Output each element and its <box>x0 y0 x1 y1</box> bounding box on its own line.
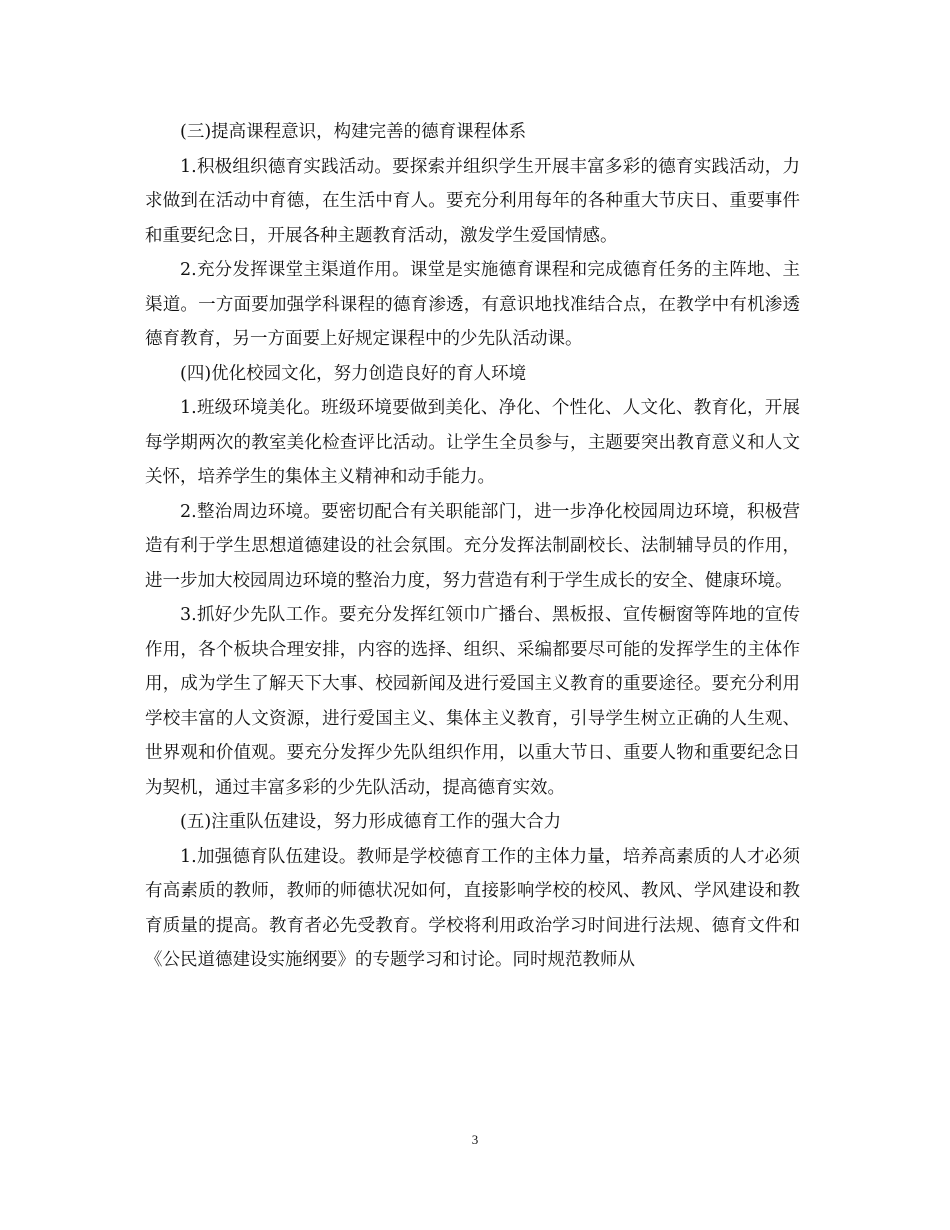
paragraph: 1.加强德育队伍建设。教师是学校德育工作的主体力量，培养高素质的人才必须有高素质的教师，教师的师德状况如何，直接影响学校的校风、教风、学风建设和教育质量的提高。教育者必先受教育。学校将利用政治学习时间进行法规、德育文件和《公民道德建设实施纲要》的专题学习和讨论。同时规范教师从 <box>145 846 800 970</box>
paragraph: 2.充分发挥课堂主渠道作用。课堂是实施德育课程和完成德育任务的主阵地、主渠道。一方面要加强学科课程的德育渗透，有意识地找准结合点，在教学中有机渗透德育教育，另一方面要上好规定课程中的少先队活动课。 <box>145 260 800 349</box>
page-number: 3 <box>471 1132 479 1147</box>
section-heading-5: (五)注重队伍建设，努力形成德育工作的强大合力 <box>180 812 562 832</box>
section-heading-4: (四)优化校园文化，努力创造良好的育人环境 <box>180 363 527 384</box>
paragraph: 1.积极组织德育实践活动。要探索并组织学生开展丰富多彩的德育实践活动，力求做到在活动中育德，在生活中育人。要充分利用每年的各种重大节庆日、重要事件和重要纪念日，开展各种主题教育活动，激发学生爱国情感。 <box>145 156 800 246</box>
paragraph: 2.整治周边环境。要密切配合有关职能部门，进一步净化校园周边环境，积极营造有利于学生思想道德建设的社会氛围。充分发挥法制副校长、法制辅导员的作用，进一步加大校园周边环境的整治力度，努力营造有利于学生成长的安全、健康环境。 <box>145 501 800 591</box>
section-heading-3: (三)提高课程意识，构建完善的德育课程体系 <box>180 122 527 142</box>
document-body <box>145 115 800 978</box>
paragraph: 1.班级环境美化。班级环境要做到美化、净化、个性化、人文化、教育化，开展每学期两次的教室美化检查评比活动。让学生全员参与，主题要突出教育意义和人文关怀，培养学生的集体主义精神和动手能力。 <box>145 398 800 487</box>
paragraph: 3.抓好少先队工作。要充分发挥红领巾广播台、黑板报、宣传橱窗等阵地的宣传作用，各个板块合理安排，内容的选择、组织、采编都要尽可能的发挥学生的主体作用，成为学生了解天下大事、校园新闻及进行爱国主义教育的重要途径。要充分利用学校丰富的人文资源，进行爱国主义、集体主义教育，引导学生树立正确的人生观、世界观和价值观。要充分发挥少先队组织作用，以重大节日、重要人物和重要纪念日为契机，通过丰富多彩的少先队活动，提高德育实效。 <box>145 605 800 798</box>
